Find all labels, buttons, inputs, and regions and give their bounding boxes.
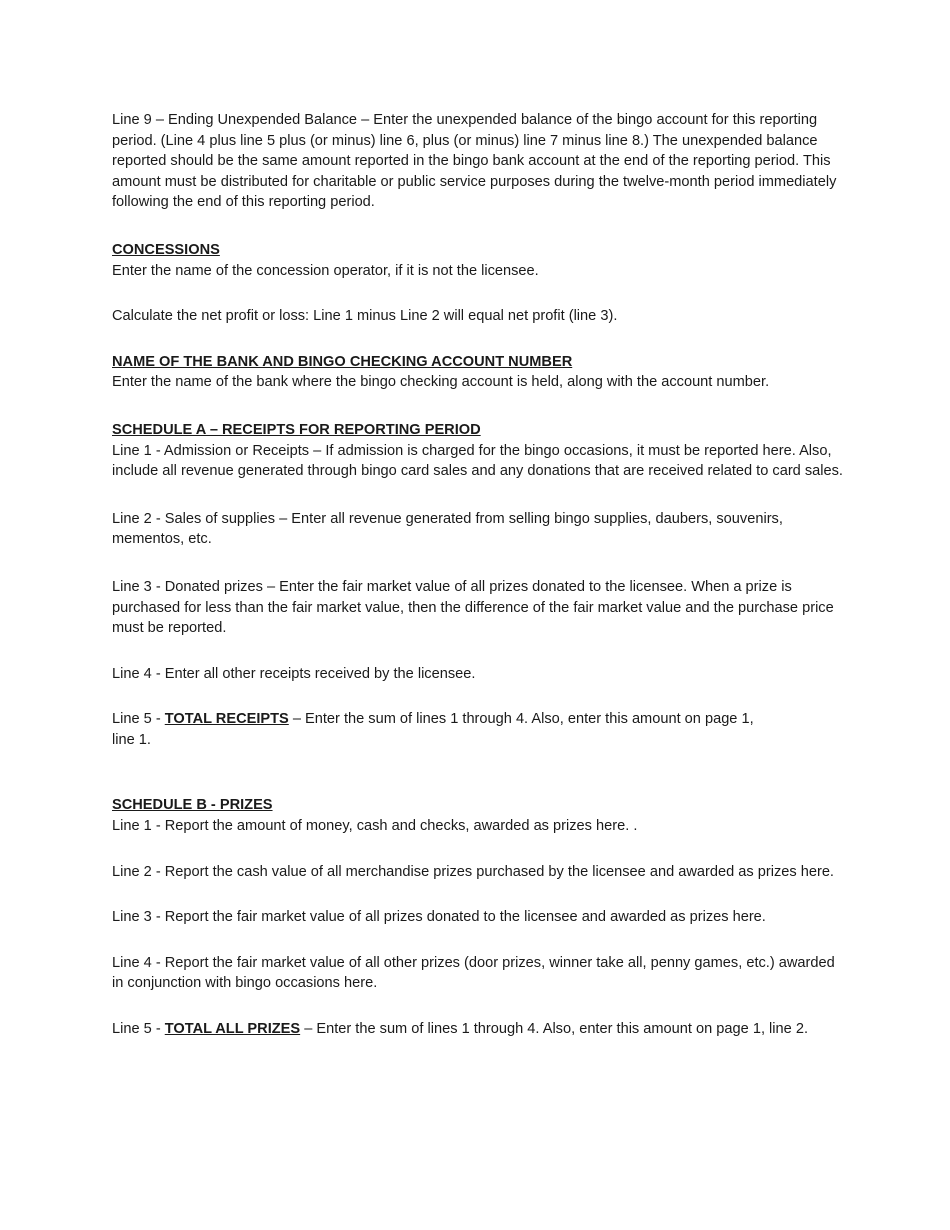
- schedule-b-line1: Line 1 - Report the amount of money, cash and checks, awarded as prizes here. .: [112, 818, 638, 835]
- line9-paragraph: Line 9 – Ending Unexpended Balance – Enter the unexpended balance of the bingo account for this reporting period. (Line 4 plus line 5 plus (or minus) line 6, plus (or minus) line 7 minus line 8.) The unexpended balance reported should be the same amount reported in the bingo bank account at the end of the reporting period. This amount must be distributed for charitable or public service purposes during the twelve-month period immediately following the end of this reporting period.: [112, 112, 837, 211]
- schedule-a-heading: SCHEDULE A – RECEIPTS FOR REPORTING PERIOD: [112, 421, 481, 438]
- schedule-a-line4: Line 4 - Enter all other receipts received by the licensee.: [112, 665, 476, 682]
- document-page: [112, 110, 847, 1040]
- schedule-a-line3: Line 3 - Donated prizes – Enter the fair market value of all prizes donated to the licensee. When a prize is purchased for less than the fair market value, then the difference of the fair market value and the purchase price must be reported.: [112, 578, 834, 637]
- total-receipts-label: TOTAL RECEIPTS: [164, 711, 289, 728]
- bank-heading: NAME OF THE BANK AND BINGO CHECKING ACCOUNT NUMBER: [112, 353, 573, 370]
- bank-text: Enter the name of the bank where the bingo checking account is held, along with the account number.: [112, 374, 770, 391]
- schedule-a-line1: Line 1 - Admission or Receipts – If admission is charged for the bingo occasions, it must be reported here. Also, include all revenue generated through bingo card sales and any donations that are received related to card sales.: [112, 442, 843, 480]
- schedule-b-line3: Line 3 - Report the fair market value of all prizes donated to the licensee and awarded as prizes here.: [112, 909, 766, 926]
- schedule-a-line2: Line 2 - Sales of supplies – Enter all revenue generated from selling bingo supplies, daubers, souvenirs, mementos, etc.: [112, 510, 783, 548]
- schedule-b-line5: [112, 1019, 847, 1040]
- schedule-b-line5-suffix: – Enter the sum of lines 1 through 4. Also, enter this amount on page 1, line 2.: [300, 1021, 808, 1038]
- schedule-b-line2: Line 2 - Report the cash value of all merchandise prizes purchased by the licensee and awarded as prizes here.: [112, 863, 834, 880]
- concessions-operator-text: Enter the name of the concession operator, if it is not the licensee.: [112, 262, 539, 279]
- schedule-b-line5-prefix: Line 5 -: [112, 1021, 165, 1038]
- schedule-a-line5-suffix: – Enter the sum of lines 1 through 4. Also, enter this amount on page 1,: [288, 711, 754, 728]
- schedule-a-line5-prefix: Line 5 -: [112, 711, 165, 728]
- schedule-b-heading: SCHEDULE B - PRIZES: [112, 797, 273, 814]
- schedule-b-line4: Line 4 - Report the fair market value of all other prizes (door prizes, winner take all, penny games, etc.) awarded in conjunction with bingo occasions here.: [112, 954, 835, 992]
- concessions-net-profit-text: Calculate the net profit or loss: Line 1 minus Line 2 will equal net profit (line 3).: [112, 308, 618, 325]
- schedule-a-line5: [112, 709, 847, 750]
- schedule-a-line5-cont: line 1.: [112, 731, 151, 748]
- concessions-heading: CONCESSIONS: [112, 241, 220, 258]
- total-all-prizes-label: TOTAL ALL PRIZES: [164, 1021, 301, 1038]
